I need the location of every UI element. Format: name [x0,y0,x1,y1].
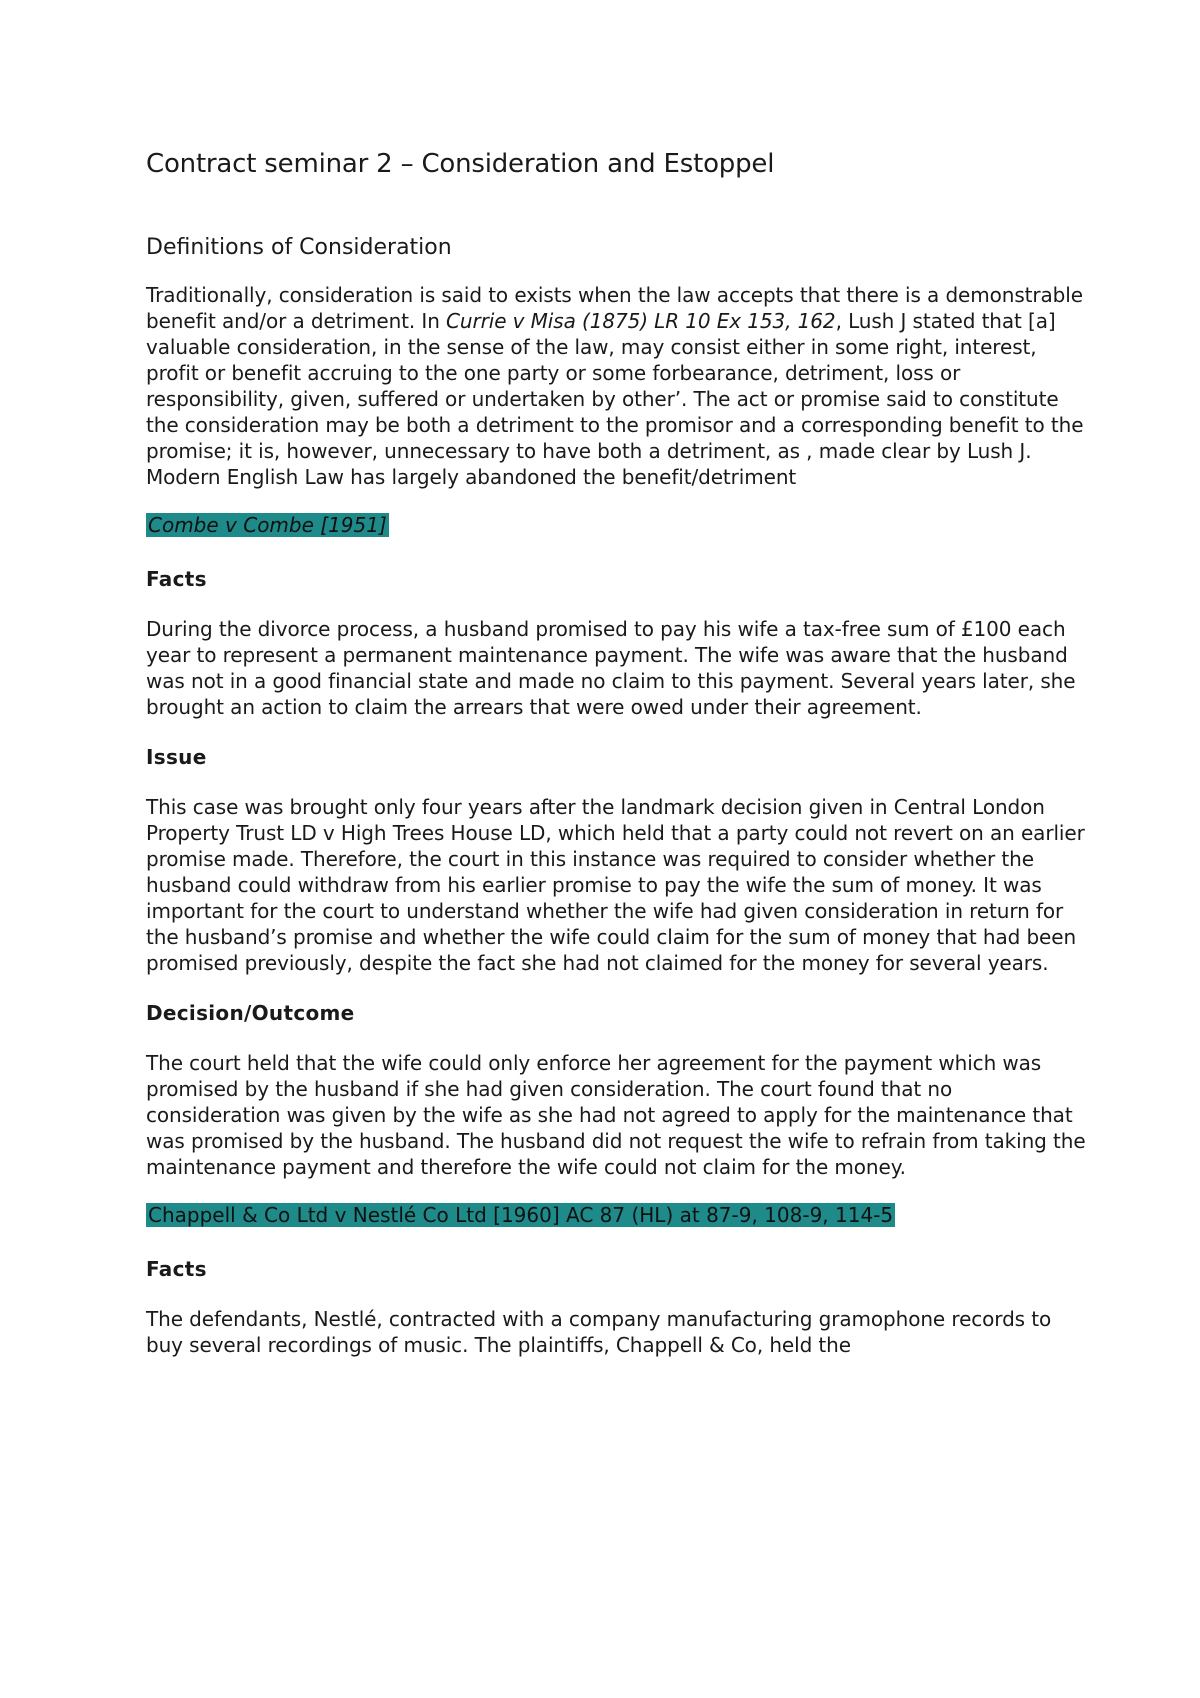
case2-title-block [146,1200,1086,1232]
definitions-paragraph [146,282,1086,490]
case1-title: Combe v Combe [1951] [148,513,387,537]
case2-facts-heading: Facts [146,1257,207,1281]
currie-v-misa-citation: Currie v Misa (1875) LR 10 Ex 153, 162 [446,309,836,333]
case1-facts-heading: Facts [146,567,207,591]
case2-title: Chappell & Co Ltd v Nestlé Co Ltd [1960] AC 87 (HL) at 87-9, 108-9, 114-5 [148,1203,894,1227]
case1-issue-heading: Issue [146,745,207,769]
case1-decision-paragraph: The court held that the wife could only enforce her agreement for the payment which was promised by the husband if she had given consideration. The court found that no consideration was given by the wife as she had not agreed to apply for the maintenance that was promised by the husband. The husband did not request the wife to refrain from taking the maintenance payment and therefore the wife could not claim for the money. [146,1051,1086,1179]
document-page [146,140,1086,1358]
definitions-text-part2: , Lush J stated that [a] valuable consideration, in the sense of the law, may consist either in some right, interest, profit or benefit accruing to the one party or some forbearance, detriment, loss or responsibility, given, suffered or undertaken by other’. The act or promise said to constitute the consideration may be both a detriment to the promisor and a corresponding benefit to the promise; it is, however, unnecessary to have both a detriment, as , made clear by Lush J. Modern English Law has largely abandoned the benefit/detriment [146,309,1084,489]
document-title: Contract seminar 2 – Consideration and Estoppel [146,149,775,179]
case1-facts-paragraph: During the divorce process, a husband promised to pay his wife a tax-free sum of £100 each year to represent a permanent maintenance payment. The wife was aware that the husband was not in a good financial state and made no claim to this payment. Several years later, she brought an action to claim the arrears that were owed under their agreement. [146,617,1076,719]
case1-issue-paragraph: This case was brought only four years after the landmark decision given in Central London Property Trust LD v High Trees House LD, which held that a party could not revert on an earlier promise made. Therefore, the court in this instance was required to consider whether the husband could withdraw from his earlier promise to pay the wife the sum of money. It was important for the court to understand whether the wife had given consideration in return for the husband’s promise and whether the wife could claim for the sum of money that had been promised previously, despite the fact she had not claimed for the money for several years. [146,795,1085,975]
case1-title-block [146,510,1086,542]
definitions-text-part1: Traditionally, consideration is said to exists when the law accepts that there is a demonstrable benefit and/or a detriment. In [146,283,1083,333]
case1-decision-heading: Decision/Outcome [146,1001,355,1025]
definitions-heading: Definitions of Consideration [146,235,452,260]
case2-facts-paragraph: The defendants, Nestlé, contracted with a company manufacturing gramophone records to buy several recordings of music. The plaintiffs, Chappell & Co, held the [146,1307,1052,1357]
